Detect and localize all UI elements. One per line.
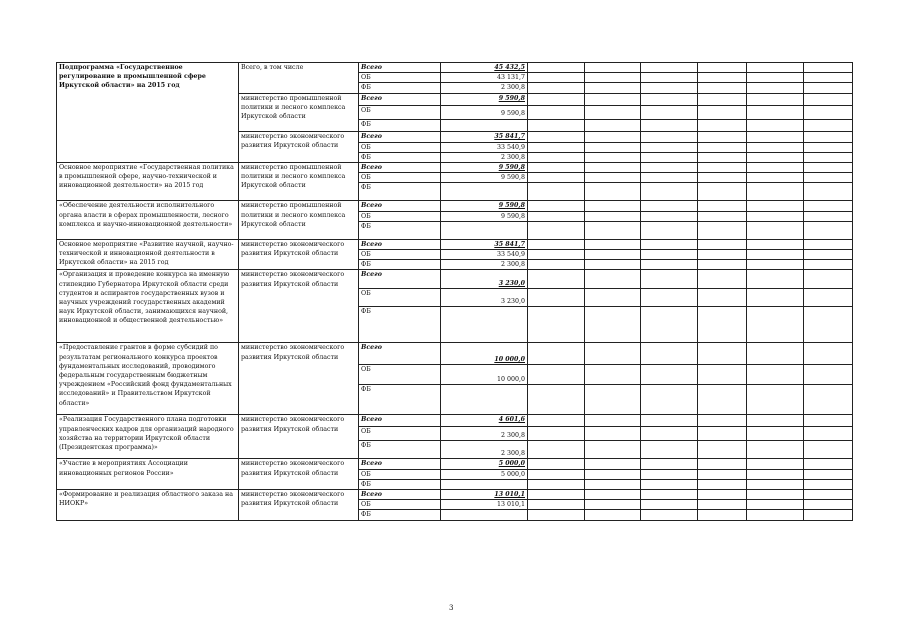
amount-cell: 3 230,0 <box>441 270 528 289</box>
empty-cell <box>528 343 585 365</box>
empty-cell <box>585 415 641 427</box>
empty-cell <box>528 250 585 260</box>
activity-description: «Формирование и реализация областного заказа на НИОКР» <box>57 490 239 521</box>
amount-cell <box>441 307 528 343</box>
funding-source-cell: ФБ <box>359 119 441 131</box>
empty-cell <box>747 510 804 520</box>
empty-cell <box>585 73 641 83</box>
funding-source-cell: Всего <box>359 490 441 500</box>
empty-cell <box>641 289 698 307</box>
empty-cell <box>804 221 853 239</box>
empty-cell <box>804 142 853 152</box>
empty-cell <box>698 105 747 119</box>
empty-cell <box>641 131 698 142</box>
amount-cell: 45 432,5 <box>441 63 528 73</box>
empty-cell <box>804 239 853 249</box>
table-row <box>57 163 853 173</box>
empty-cell <box>698 119 747 131</box>
empty-cell <box>641 239 698 249</box>
empty-cell <box>528 500 585 510</box>
empty-cell <box>747 490 804 500</box>
empty-cell <box>641 63 698 73</box>
empty-cell <box>528 119 585 131</box>
funding-source-cell: ФБ <box>359 221 441 239</box>
empty-cell <box>528 441 585 459</box>
empty-cell <box>528 183 585 201</box>
empty-cell <box>698 415 747 427</box>
funding-source-cell: ОБ <box>359 142 441 152</box>
funding-source-cell: ФБ <box>359 260 441 270</box>
empty-cell <box>698 479 747 489</box>
empty-cell <box>585 63 641 73</box>
empty-cell <box>804 510 853 520</box>
empty-cell <box>698 163 747 173</box>
empty-cell <box>747 469 804 479</box>
funding-source-cell: ФБ <box>359 510 441 520</box>
empty-cell <box>528 510 585 520</box>
amount-cell: 2 300,8 <box>441 83 528 93</box>
funding-source-cell: Всего <box>359 239 441 249</box>
amount-cell: 9 590,8 <box>441 173 528 183</box>
empty-cell <box>698 250 747 260</box>
activity-description: «Реализация Государственного плана подготовки управленческих кадров для организаций народного хозяйства на территории Иркутской области (Президентская программа)» <box>57 415 239 459</box>
empty-cell <box>804 427 853 441</box>
empty-cell <box>804 173 853 183</box>
empty-cell <box>804 119 853 131</box>
empty-cell <box>804 183 853 201</box>
funding-source-cell: ОБ <box>359 211 441 221</box>
empty-cell <box>585 221 641 239</box>
empty-cell <box>528 73 585 83</box>
amount-cell: 10 000,0 <box>441 365 528 385</box>
amount-cell: 13 010,1 <box>441 500 528 510</box>
empty-cell <box>747 163 804 173</box>
funding-source-cell: ФБ <box>359 152 441 162</box>
empty-cell <box>747 105 804 119</box>
empty-cell <box>804 469 853 479</box>
empty-cell <box>641 152 698 162</box>
table-row <box>57 415 853 427</box>
empty-cell <box>641 469 698 479</box>
empty-cell <box>698 73 747 83</box>
empty-cell <box>585 270 641 289</box>
amount-cell: 5 000,0 <box>441 469 528 479</box>
empty-cell <box>585 93 641 105</box>
empty-cell <box>641 365 698 385</box>
funding-source-cell: ОБ <box>359 250 441 260</box>
empty-cell <box>585 500 641 510</box>
empty-cell <box>528 469 585 479</box>
empty-cell <box>528 211 585 221</box>
executor-cell: министерство экономического развития Иркутской области <box>239 490 359 521</box>
empty-cell <box>804 415 853 427</box>
empty-cell <box>804 260 853 270</box>
empty-cell <box>804 201 853 211</box>
empty-cell <box>641 459 698 469</box>
empty-cell <box>528 385 585 415</box>
empty-cell <box>585 152 641 162</box>
amount-cell: 9 590,8 <box>441 163 528 173</box>
funding-source-cell: Всего <box>359 63 441 73</box>
table-row <box>57 490 853 500</box>
empty-cell <box>698 500 747 510</box>
empty-cell <box>698 459 747 469</box>
empty-cell <box>747 183 804 201</box>
amount-cell: 4 601,6 <box>441 415 528 427</box>
empty-cell <box>698 270 747 289</box>
amount-cell: 33 540,9 <box>441 142 528 152</box>
empty-cell <box>747 93 804 105</box>
empty-cell <box>747 385 804 415</box>
empty-cell <box>641 500 698 510</box>
executor-cell: министерство экономического развития Иркутской области <box>239 343 359 415</box>
empty-cell <box>641 201 698 211</box>
empty-cell <box>804 365 853 385</box>
empty-cell <box>698 469 747 479</box>
amount-cell <box>441 119 528 131</box>
empty-cell <box>528 201 585 211</box>
amount-cell: 33 540,9 <box>441 250 528 260</box>
funding-source-cell: ФБ <box>359 183 441 201</box>
empty-cell <box>804 93 853 105</box>
empty-cell <box>747 131 804 142</box>
empty-cell <box>747 415 804 427</box>
empty-cell <box>747 270 804 289</box>
empty-cell <box>528 289 585 307</box>
budget-table-body <box>57 63 853 521</box>
empty-cell <box>528 479 585 489</box>
empty-cell <box>641 415 698 427</box>
funding-source-cell: ОБ <box>359 427 441 441</box>
empty-cell <box>641 441 698 459</box>
empty-cell <box>698 343 747 365</box>
executor-cell: министерство экономического развития Иркутской области <box>239 415 359 459</box>
empty-cell <box>585 250 641 260</box>
empty-cell <box>698 307 747 343</box>
empty-cell <box>747 459 804 469</box>
empty-cell <box>641 119 698 131</box>
empty-cell <box>641 93 698 105</box>
empty-cell <box>747 343 804 365</box>
activity-description: Подпрограмма «Государственное регулирование в промышленной сфере Иркутской области» на 2015 год <box>57 63 239 163</box>
empty-cell <box>528 93 585 105</box>
empty-cell <box>641 260 698 270</box>
funding-source-cell: Всего <box>359 415 441 427</box>
executor-cell: министерство промышленной политики и лесного комплекса Иркутской области <box>239 201 359 239</box>
empty-cell <box>747 250 804 260</box>
empty-cell <box>747 441 804 459</box>
empty-cell <box>641 83 698 93</box>
empty-cell <box>528 142 585 152</box>
empty-cell <box>747 173 804 183</box>
empty-cell <box>641 211 698 221</box>
empty-cell <box>528 63 585 73</box>
amount-cell: 9 590,8 <box>441 93 528 105</box>
funding-source-cell: ФБ <box>359 385 441 415</box>
empty-cell <box>585 441 641 459</box>
empty-cell <box>528 427 585 441</box>
empty-cell <box>585 201 641 211</box>
table-row <box>57 63 853 73</box>
amount-cell: 2 300,8 <box>441 427 528 441</box>
amount-cell: 35 841,7 <box>441 131 528 142</box>
empty-cell <box>698 260 747 270</box>
empty-cell <box>804 250 853 260</box>
empty-cell <box>698 441 747 459</box>
empty-cell <box>804 490 853 500</box>
table-row <box>57 270 853 289</box>
funding-source-cell: Всего <box>359 270 441 289</box>
executor-cell: министерство промышленной политики и лесного комплекса Иркутской области <box>239 93 359 131</box>
amount-cell: 3 230,0 <box>441 289 528 307</box>
empty-cell <box>747 119 804 131</box>
table-row <box>57 201 853 211</box>
funding-source-cell: Всего <box>359 163 441 173</box>
empty-cell <box>528 152 585 162</box>
empty-cell <box>747 201 804 211</box>
empty-cell <box>747 307 804 343</box>
empty-cell <box>585 260 641 270</box>
page-number: 3 <box>449 604 454 612</box>
empty-cell <box>585 163 641 173</box>
empty-cell <box>585 459 641 469</box>
amount-cell: 9 590,8 <box>441 105 528 119</box>
executor-cell: министерство экономического развития Иркутской области <box>239 131 359 162</box>
empty-cell <box>585 183 641 201</box>
amount-cell <box>441 479 528 489</box>
empty-cell <box>804 105 853 119</box>
funding-source-cell: ФБ <box>359 307 441 343</box>
empty-cell <box>698 385 747 415</box>
empty-cell <box>641 163 698 173</box>
empty-cell <box>804 163 853 173</box>
empty-cell <box>528 365 585 385</box>
empty-cell <box>641 343 698 365</box>
empty-cell <box>585 239 641 249</box>
executor-cell: министерство промышленной политики и лесного комплекса Иркутской области <box>239 163 359 201</box>
funding-source-cell: Всего <box>359 343 441 365</box>
empty-cell <box>585 142 641 152</box>
amount-cell: 9 590,8 <box>441 201 528 211</box>
empty-cell <box>698 83 747 93</box>
empty-cell <box>698 490 747 500</box>
funding-source-cell: ОБ <box>359 365 441 385</box>
empty-cell <box>585 105 641 119</box>
amount-cell <box>441 385 528 415</box>
empty-cell <box>747 239 804 249</box>
empty-cell <box>804 63 853 73</box>
activity-description: «Обеспечение деятельности исполнительного органа власти в сферах промышленности, лесного комплекса и научно-инновационной деятельности» <box>57 201 239 239</box>
activity-description: Основное мероприятие «Государственная политика в промышленной сфере, научно-технической и инновационной деятельности» на 2015 год <box>57 163 239 201</box>
empty-cell <box>698 510 747 520</box>
executor-cell: министерство экономического развития Иркутской области <box>239 270 359 343</box>
funding-source-cell: ОБ <box>359 173 441 183</box>
amount-cell: 2 300,8 <box>441 441 528 459</box>
empty-cell <box>585 289 641 307</box>
amount-cell <box>441 221 528 239</box>
amount-cell: 5 000,0 <box>441 459 528 469</box>
empty-cell <box>804 385 853 415</box>
activity-description: Основное мероприятие «Развитие научной, научно-технической и инновационной деятельности в Иркутской области» на 2015 год <box>57 239 239 270</box>
empty-cell <box>641 510 698 520</box>
empty-cell <box>585 385 641 415</box>
empty-cell <box>528 239 585 249</box>
amount-cell: 2 300,8 <box>441 260 528 270</box>
empty-cell <box>641 250 698 260</box>
empty-cell <box>747 83 804 93</box>
funding-source-cell: ФБ <box>359 441 441 459</box>
empty-cell <box>528 490 585 500</box>
empty-cell <box>747 73 804 83</box>
empty-cell <box>641 221 698 239</box>
empty-cell <box>698 183 747 201</box>
table-row <box>57 459 853 469</box>
activity-description: «Организация и проведение конкурса на именную стипендию Губернатора Иркутской области среди студентов и аспирантов государственных вузов и научных учреждений государственных академий наук Иркутской области, занимающихся научной, инновационной и общественной деятельностью» <box>57 270 239 343</box>
empty-cell <box>641 479 698 489</box>
empty-cell <box>641 270 698 289</box>
empty-cell <box>804 459 853 469</box>
empty-cell <box>698 173 747 183</box>
empty-cell <box>747 211 804 221</box>
funding-source-cell: ОБ <box>359 289 441 307</box>
empty-cell <box>804 83 853 93</box>
empty-cell <box>747 427 804 441</box>
empty-cell <box>747 479 804 489</box>
empty-cell <box>747 152 804 162</box>
activity-description: «Предоставление грантов в форме субсидий по результатам регионального конкурса проектов фундаментальных исследований, проводимого федеральным государственным бюджетным учреждением «Российский фонд фундаментальных исследований» и Правительством Иркутской области» <box>57 343 239 415</box>
empty-cell <box>585 131 641 142</box>
empty-cell <box>585 83 641 93</box>
empty-cell <box>804 131 853 142</box>
empty-cell <box>747 500 804 510</box>
empty-cell <box>804 500 853 510</box>
empty-cell <box>528 131 585 142</box>
empty-cell <box>641 490 698 500</box>
empty-cell <box>698 211 747 221</box>
amount-cell: 35 841,7 <box>441 239 528 249</box>
table-row <box>57 343 853 365</box>
empty-cell <box>804 270 853 289</box>
empty-cell <box>528 307 585 343</box>
budget-table-container <box>56 62 853 521</box>
empty-cell <box>747 221 804 239</box>
empty-cell <box>585 119 641 131</box>
empty-cell <box>528 270 585 289</box>
empty-cell <box>528 83 585 93</box>
funding-source-cell: Всего <box>359 201 441 211</box>
empty-cell <box>698 63 747 73</box>
funding-source-cell: Всего <box>359 131 441 142</box>
executor-cell: министерство экономического развития Иркутской области <box>239 239 359 270</box>
empty-cell <box>804 307 853 343</box>
empty-cell <box>585 469 641 479</box>
funding-source-cell: ОБ <box>359 73 441 83</box>
executor-cell: министерство экономического развития Иркутской области <box>239 459 359 490</box>
amount-cell: 43 131,7 <box>441 73 528 83</box>
empty-cell <box>698 131 747 142</box>
amount-cell: 10 000,0 <box>441 343 528 365</box>
amount-cell <box>441 183 528 201</box>
empty-cell <box>747 260 804 270</box>
empty-cell <box>641 427 698 441</box>
empty-cell <box>585 365 641 385</box>
empty-cell <box>698 289 747 307</box>
empty-cell <box>641 105 698 119</box>
empty-cell <box>585 510 641 520</box>
amount-cell: 9 590,8 <box>441 211 528 221</box>
empty-cell <box>804 441 853 459</box>
empty-cell <box>585 479 641 489</box>
table-row <box>57 239 853 249</box>
empty-cell <box>804 479 853 489</box>
empty-cell <box>528 459 585 469</box>
empty-cell <box>698 427 747 441</box>
empty-cell <box>747 63 804 73</box>
funding-source-cell: Всего <box>359 93 441 105</box>
empty-cell <box>698 365 747 385</box>
empty-cell <box>698 239 747 249</box>
empty-cell <box>585 173 641 183</box>
empty-cell <box>641 385 698 415</box>
empty-cell <box>528 105 585 119</box>
empty-cell <box>804 289 853 307</box>
empty-cell <box>804 343 853 365</box>
empty-cell <box>641 183 698 201</box>
empty-cell <box>528 221 585 239</box>
empty-cell <box>698 201 747 211</box>
empty-cell <box>585 427 641 441</box>
empty-cell <box>528 415 585 427</box>
funding-source-cell: ОБ <box>359 105 441 119</box>
budget-table <box>56 62 853 521</box>
executor-cell: Всего, в том числе <box>239 63 359 94</box>
amount-cell <box>441 510 528 520</box>
funding-source-cell: ОБ <box>359 500 441 510</box>
empty-cell <box>641 173 698 183</box>
amount-cell: 2 300,8 <box>441 152 528 162</box>
empty-cell <box>585 490 641 500</box>
empty-cell <box>528 163 585 173</box>
empty-cell <box>804 211 853 221</box>
empty-cell <box>747 365 804 385</box>
funding-source-cell: ОБ <box>359 469 441 479</box>
empty-cell <box>528 173 585 183</box>
empty-cell <box>698 221 747 239</box>
activity-description: «Участие в мероприятиях Ассоциации инновационных регионов России» <box>57 459 239 490</box>
empty-cell <box>747 289 804 307</box>
funding-source-cell: ФБ <box>359 479 441 489</box>
empty-cell <box>528 260 585 270</box>
empty-cell <box>641 307 698 343</box>
funding-source-cell: ФБ <box>359 83 441 93</box>
empty-cell <box>698 93 747 105</box>
empty-cell <box>698 152 747 162</box>
empty-cell <box>641 142 698 152</box>
empty-cell <box>804 152 853 162</box>
amount-cell: 13 010,1 <box>441 490 528 500</box>
empty-cell <box>585 307 641 343</box>
empty-cell <box>804 73 853 83</box>
empty-cell <box>747 142 804 152</box>
empty-cell <box>585 211 641 221</box>
empty-cell <box>641 73 698 83</box>
funding-source-cell: Всего <box>359 459 441 469</box>
empty-cell <box>698 142 747 152</box>
empty-cell <box>585 343 641 365</box>
